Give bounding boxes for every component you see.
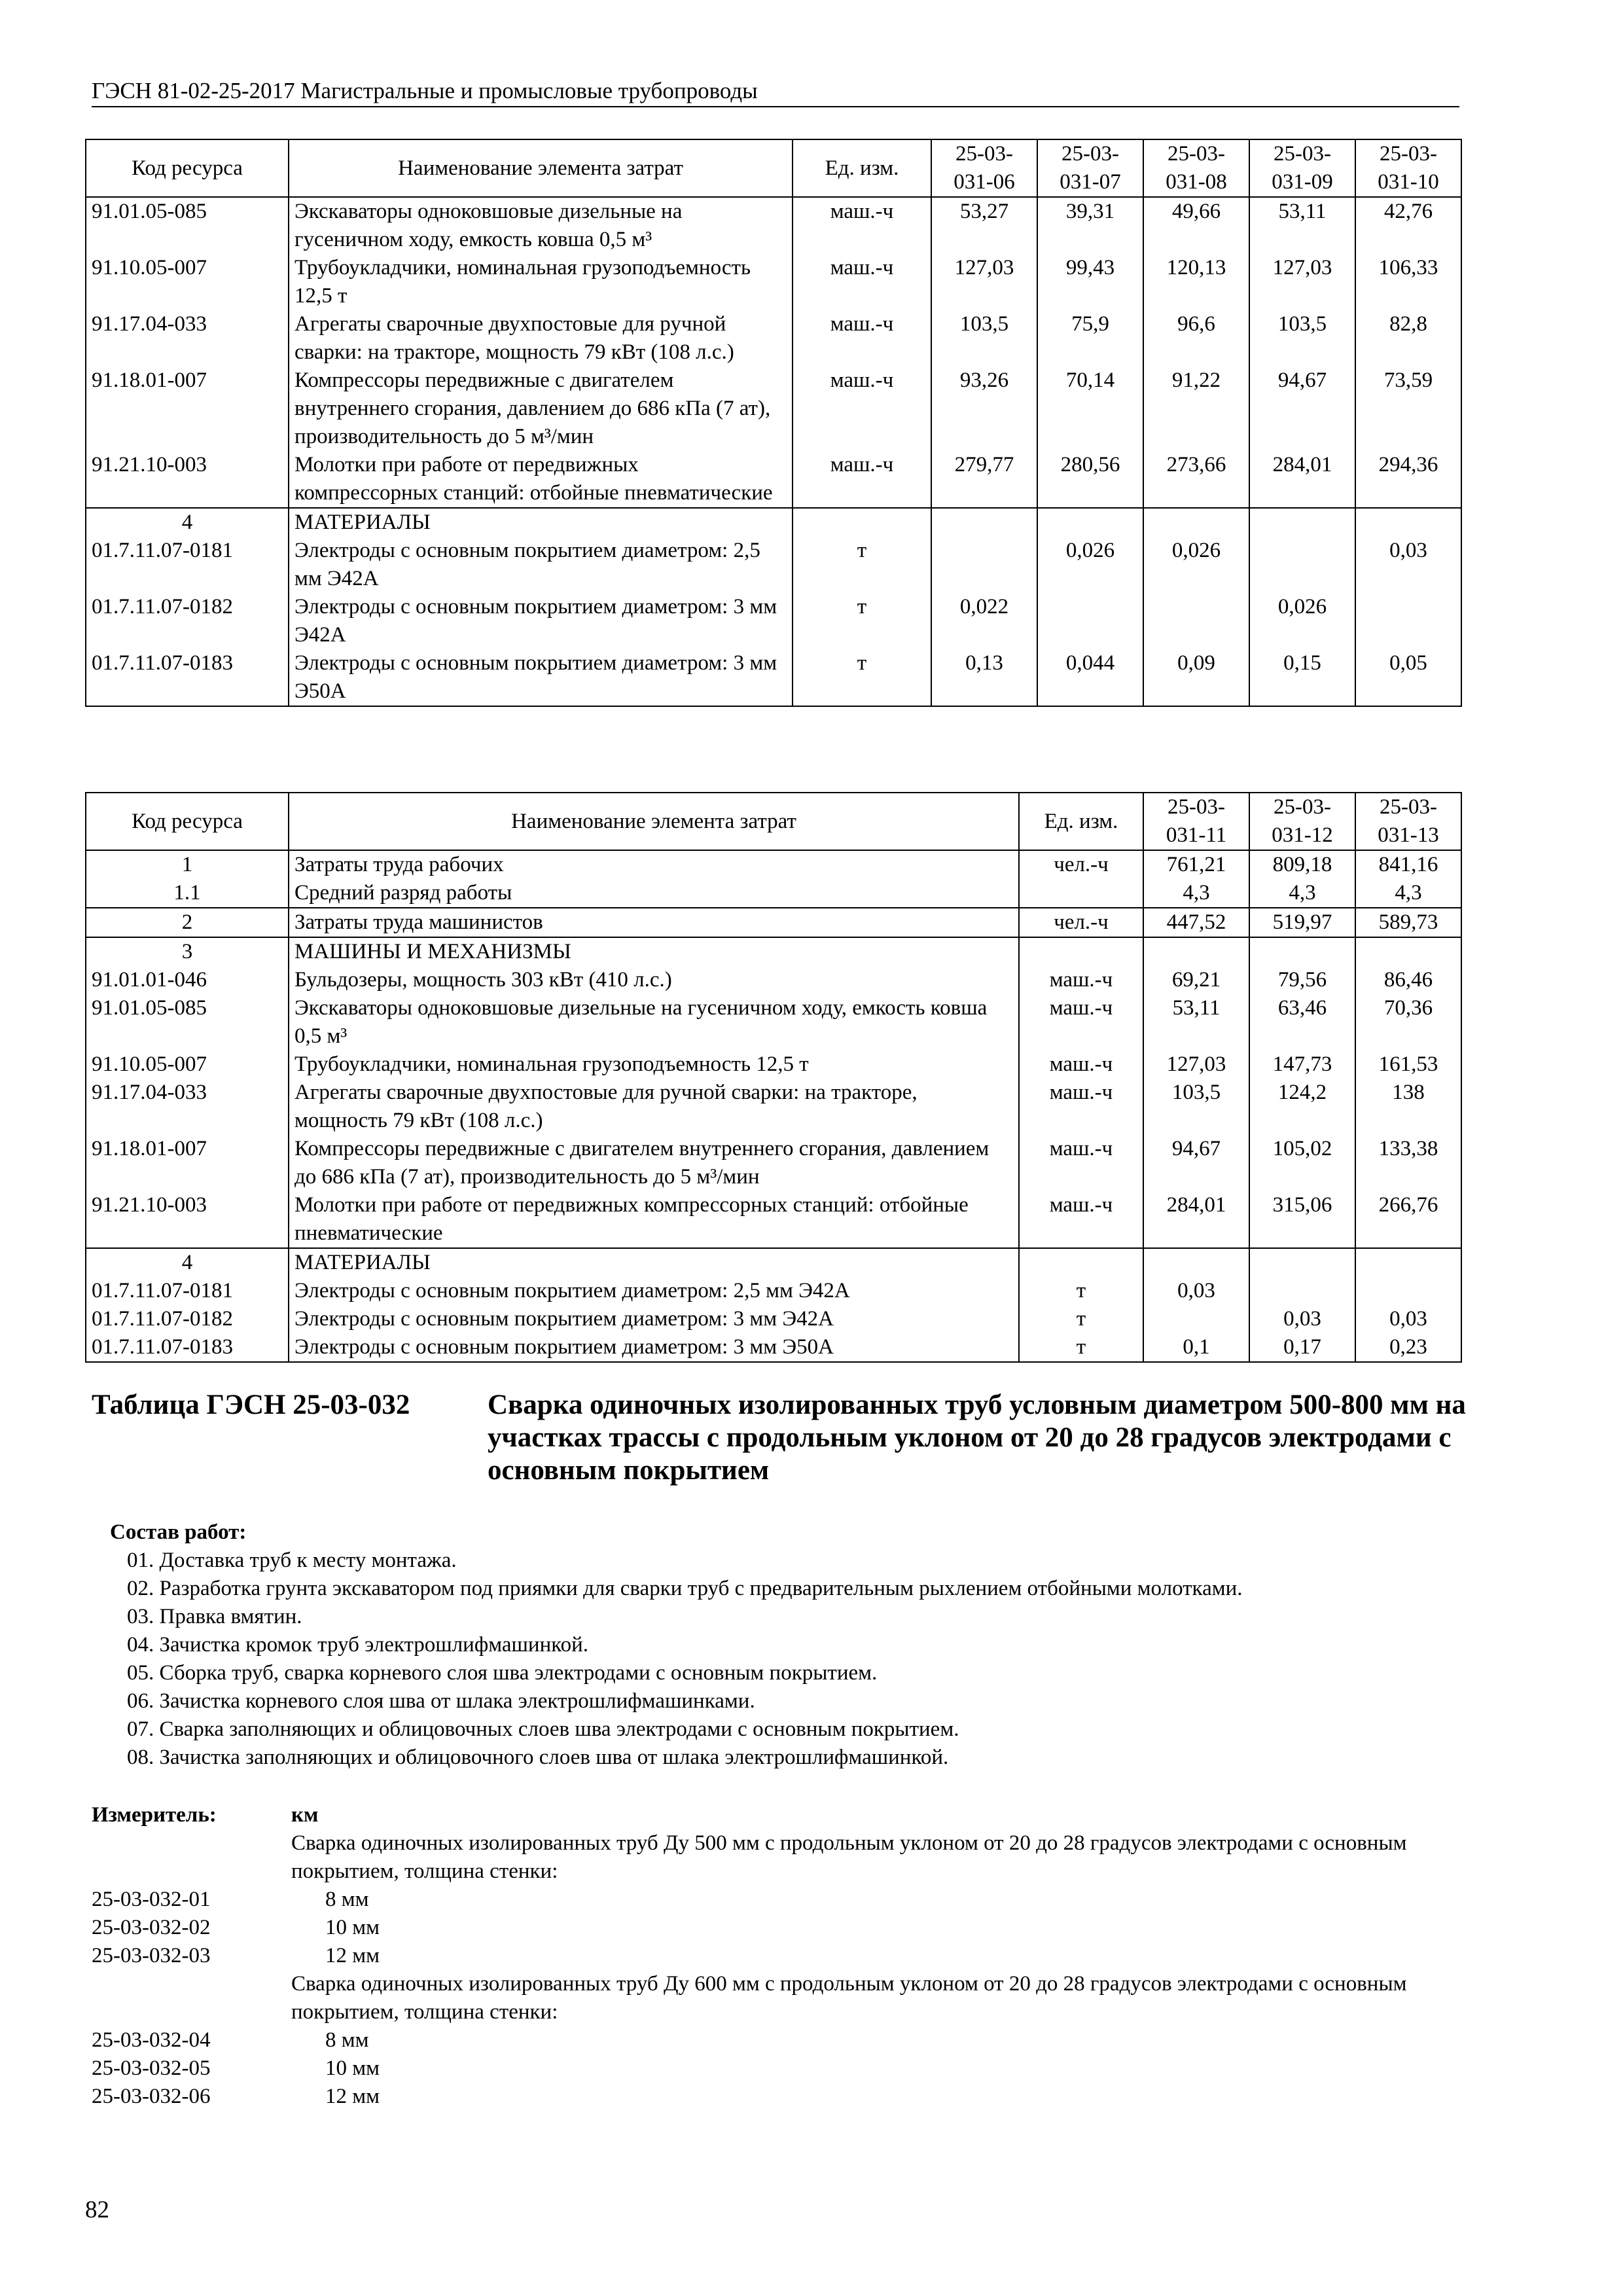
value-cell: 53,27	[931, 197, 1037, 254]
table-title-text: Сварка одиночных изолированных труб условным диаметром 500-800 мм на участках трассы с продольным уклоном от 20 до 28 градусов электродами с основным покрытием	[488, 1390, 1466, 1486]
value-cell	[1143, 937, 1249, 966]
resource-code: 91.10.05-007	[86, 254, 289, 310]
header-cell: 25-03-031-13	[1355, 793, 1461, 850]
table-row	[86, 1079, 1461, 1135]
unit-cell: маш.-ч	[793, 451, 931, 508]
resource-code: 91.18.01-007	[86, 367, 289, 451]
value-cell: 53,11	[1143, 994, 1249, 1050]
norm-code: 25-03-032-04	[92, 2028, 211, 2052]
value-cell: 280,56	[1037, 451, 1143, 508]
resource-code: 3	[86, 937, 289, 966]
value-cell: 315,06	[1249, 1191, 1355, 1248]
work-item: 01. Доставка труб к месту монтажа.	[127, 1549, 457, 1572]
resource-name: Электроды с основным покрытием диаметром: 2,5 мм Э42А	[289, 537, 793, 593]
unit-cell	[1019, 879, 1143, 908]
value-cell: 82,8	[1355, 310, 1461, 367]
resource-code: 01.7.11.07-0182	[86, 1305, 289, 1333]
value-cell: 120,13	[1143, 254, 1249, 310]
value-cell: 105,02	[1249, 1135, 1355, 1191]
value-cell: 138	[1355, 1079, 1461, 1135]
value-cell: 0,03	[1143, 1277, 1249, 1305]
value-cell: 63,46	[1249, 994, 1355, 1050]
unit-cell: маш.-ч	[1019, 1079, 1143, 1135]
header-cell: Код ресурса	[86, 139, 289, 197]
value-cell: 49,66	[1143, 197, 1249, 254]
table-row	[86, 310, 1461, 367]
value-cell: 53,11	[1249, 197, 1355, 254]
unit-cell	[1019, 1248, 1143, 1277]
table-row	[86, 908, 1461, 937]
unit-cell: т	[793, 593, 931, 649]
unit-cell: т	[1019, 1333, 1143, 1362]
value-cell: 284,01	[1143, 1191, 1249, 1248]
norm-value: 8 мм	[325, 2028, 369, 2052]
norm-code: 25-03-032-01	[92, 1888, 211, 1911]
measure-unit: км	[291, 1803, 319, 1827]
resource-code: 91.21.10-003	[86, 1191, 289, 1248]
resource-code: 2	[86, 908, 289, 937]
resource-name: Электроды с основным покрытием диаметром: 3 мм Э42А	[289, 593, 793, 649]
value-cell	[1143, 1305, 1249, 1333]
resource-name: Электроды с основным покрытием диаметром: 2,5 мм Э42А	[289, 1277, 1019, 1305]
table-header-row	[86, 139, 1461, 197]
resource-name: Агрегаты сварочные двухпостовые для ручной сварки: на тракторе, мощность 79 кВт (108 л.с.)	[289, 310, 793, 367]
value-cell: 161,53	[1355, 1050, 1461, 1079]
header-cell: Наименование элемента затрат	[289, 139, 793, 197]
resource-name: МАТЕРИАЛЫ	[289, 1248, 1019, 1277]
value-cell: 0,09	[1143, 649, 1249, 706]
section-row	[86, 937, 1461, 966]
table-row	[86, 1050, 1461, 1079]
value-cell: 4,3	[1355, 879, 1461, 908]
resource-name: Трубоукладчики, номинальная грузоподъемность 12,5 т	[289, 1050, 1019, 1079]
value-cell	[1355, 508, 1461, 537]
value-cell: 0,15	[1249, 649, 1355, 706]
value-cell: 0,044	[1037, 649, 1143, 706]
resource-code: 91.01.05-085	[86, 994, 289, 1050]
unit-cell: маш.-ч	[1019, 1191, 1143, 1248]
value-cell: 841,16	[1355, 850, 1461, 879]
unit-cell: маш.-ч	[793, 367, 931, 451]
value-cell: 0,03	[1355, 537, 1461, 593]
resource-code: 01.7.11.07-0182	[86, 593, 289, 649]
header-cell: Ед. изм.	[1019, 793, 1143, 850]
unit-cell	[1019, 937, 1143, 966]
value-cell: 91,22	[1143, 367, 1249, 451]
unit-cell: маш.-ч	[793, 197, 931, 254]
value-cell: 147,73	[1249, 1050, 1355, 1079]
resource-name: Затраты труда машинистов	[289, 908, 1019, 937]
value-cell: 133,38	[1355, 1135, 1461, 1191]
section-row	[86, 508, 1461, 537]
unit-cell: т	[1019, 1305, 1143, 1333]
resource-name: Электроды с основным покрытием диаметром: 3 мм Э42А	[289, 1305, 1019, 1333]
unit-cell: маш.-ч	[1019, 1050, 1143, 1079]
table-header-row	[86, 793, 1461, 850]
value-cell: 0,13	[931, 649, 1037, 706]
unit-cell: маш.-ч	[793, 254, 931, 310]
header-cell: Ед. изм.	[793, 139, 931, 197]
table-row	[86, 879, 1461, 908]
table-row	[86, 1333, 1461, 1362]
value-cell	[1249, 508, 1355, 537]
value-cell: 75,9	[1037, 310, 1143, 367]
norm-value: 8 мм	[325, 1888, 369, 1911]
value-cell	[1355, 1277, 1461, 1305]
header-cell: Код ресурса	[86, 793, 289, 850]
work-item: 05. Сборка труб, сварка корневого слоя шва электродами с основным покрытием.	[127, 1661, 878, 1685]
value-cell: 0,026	[1037, 537, 1143, 593]
resource-code: 91.17.04-033	[86, 1079, 289, 1135]
value-cell: 589,73	[1355, 908, 1461, 937]
value-cell: 86,46	[1355, 966, 1461, 994]
resource-name: Затраты труда рабочих	[289, 850, 1019, 879]
table-row	[86, 254, 1461, 310]
work-item: 07. Сварка заполняющих и облицовочных слоев шва электродами с основным покрытием.	[127, 1717, 959, 1741]
header-cell: 25-03-031-06	[931, 139, 1037, 197]
work-item: 04. Зачистка кромок труб электрошлифмашинкой.	[127, 1633, 589, 1657]
resource-code: 4	[86, 1248, 289, 1277]
resource-table-2	[85, 792, 1462, 1363]
value-cell: 4,3	[1143, 879, 1249, 908]
resource-code: 91.10.05-007	[86, 1050, 289, 1079]
value-cell	[931, 537, 1037, 593]
resource-code: 91.17.04-033	[86, 310, 289, 367]
value-cell: 0,03	[1249, 1305, 1355, 1333]
value-cell	[1355, 1248, 1461, 1277]
value-cell: 273,66	[1143, 451, 1249, 508]
value-cell: 103,5	[1249, 310, 1355, 367]
value-cell	[1249, 537, 1355, 593]
value-cell	[1355, 937, 1461, 966]
value-cell: 106,33	[1355, 254, 1461, 310]
norm-code: 25-03-032-06	[92, 2085, 211, 2108]
value-cell	[931, 508, 1037, 537]
value-cell	[1355, 593, 1461, 649]
table-row	[86, 966, 1461, 994]
value-cell: 70,14	[1037, 367, 1143, 451]
value-cell: 96,6	[1143, 310, 1249, 367]
value-cell: 4,3	[1249, 879, 1355, 908]
measure-block	[92, 1801, 1466, 2111]
value-cell: 266,76	[1355, 1191, 1461, 1248]
resource-table-1	[85, 139, 1462, 707]
resource-code: 91.18.01-007	[86, 1135, 289, 1191]
work-composition-heading: Состав работ:	[110, 1520, 247, 1544]
resource-name: Молотки при работе от передвижных компрессорных станций: отбойные пневматические	[289, 1191, 1019, 1248]
work-item: 03. Правка вмятин.	[127, 1605, 302, 1628]
header-cell: 25-03-031-07	[1037, 139, 1143, 197]
norm-value: 12 мм	[325, 2085, 380, 2108]
resource-name: Молотки при работе от передвижных компрессорных станций: отбойные пневматические	[289, 451, 793, 508]
value-cell: 0,026	[1249, 593, 1355, 649]
value-cell: 519,97	[1249, 908, 1355, 937]
header-cell: 25-03-031-08	[1143, 139, 1249, 197]
resource-code: 91.01.05-085	[86, 197, 289, 254]
table-title-label: Таблица ГЭСН 25-03-032	[92, 1390, 410, 1420]
table-row	[86, 649, 1461, 706]
header-cell: 25-03-031-12	[1249, 793, 1355, 850]
section-row	[86, 1248, 1461, 1277]
table-row	[86, 1191, 1461, 1248]
table-row	[86, 1305, 1461, 1333]
measure-group-text: Сварка одиночных изолированных труб Ду 600 мм с продольным уклоном от 20 до 28 градусов электродами с основным покрытием, толщина стенки:	[291, 1972, 1407, 2024]
unit-cell: т	[793, 649, 931, 706]
value-cell	[1143, 508, 1249, 537]
unit-cell: маш.-ч	[1019, 1135, 1143, 1191]
measure-label: Измеритель:	[92, 1803, 217, 1827]
value-cell: 0,23	[1355, 1333, 1461, 1362]
resource-name: МАШИНЫ И МЕХАНИЗМЫ	[289, 937, 1019, 966]
value-cell	[1037, 593, 1143, 649]
value-cell: 447,52	[1143, 908, 1249, 937]
resource-code: 01.7.11.07-0181	[86, 1277, 289, 1305]
value-cell: 0,1	[1143, 1333, 1249, 1362]
work-item: 06. Зачистка корневого слоя шва от шлака электрошлифмашинками.	[127, 1689, 755, 1713]
table-row	[86, 1277, 1461, 1305]
value-cell: 0,026	[1143, 537, 1249, 593]
unit-cell: маш.-ч	[1019, 994, 1143, 1050]
resource-name: Электроды с основным покрытием диаметром: 3 мм Э50А	[289, 1333, 1019, 1362]
header-cell: Наименование элемента затрат	[289, 793, 1019, 850]
resource-name: Экскаваторы одноковшовые дизельные на гусеничном ходу, емкость ковша 0,5 м³	[289, 994, 1019, 1050]
unit-cell: чел.-ч	[1019, 850, 1143, 879]
value-cell: 127,03	[1143, 1050, 1249, 1079]
value-cell	[1037, 508, 1143, 537]
resource-code: 01.7.11.07-0183	[86, 1333, 289, 1362]
value-cell: 93,26	[931, 367, 1037, 451]
resource-name: Компрессоры передвижные с двигателем внутреннего сгорания, давлением до 686 кПа (7 ат), производительность до 5 м³/мин	[289, 367, 793, 451]
measure-group-text: Сварка одиночных изолированных труб Ду 500 мм с продольным уклоном от 20 до 28 градусов электродами с основным покрытием, толщина стенки:	[291, 1831, 1407, 1883]
work-item: 02. Разработка грунта экскаватором под приямки для сварки труб с предварительным рыхлением отбойными молотками.	[127, 1577, 1243, 1600]
norm-value: 10 мм	[325, 1916, 380, 1939]
unit-cell: т	[1019, 1277, 1143, 1305]
resource-name: Электроды с основным покрытием диаметром: 3 мм Э50А	[289, 649, 793, 706]
value-cell	[1143, 593, 1249, 649]
value-cell: 0,03	[1355, 1305, 1461, 1333]
value-cell	[1143, 1248, 1249, 1277]
unit-cell: т	[793, 537, 931, 593]
resource-name: Трубоукладчики, номинальная грузоподъемность 12,5 т	[289, 254, 793, 310]
norm-code: 25-03-032-05	[92, 2056, 211, 2080]
table-row	[86, 850, 1461, 879]
value-cell: 0,17	[1249, 1333, 1355, 1362]
unit-cell: маш.-ч	[1019, 966, 1143, 994]
resource-code: 91.21.10-003	[86, 451, 289, 508]
unit-cell: чел.-ч	[1019, 908, 1143, 937]
value-cell: 70,36	[1355, 994, 1461, 1050]
header-cell: 25-03-031-09	[1249, 139, 1355, 197]
header-cell: 25-03-031-10	[1355, 139, 1461, 197]
value-cell: 99,43	[1037, 254, 1143, 310]
norm-value: 12 мм	[325, 1944, 380, 1967]
table-row	[86, 197, 1461, 254]
page-number: 82	[85, 2197, 109, 2223]
value-cell: 127,03	[931, 254, 1037, 310]
value-cell: 94,67	[1143, 1135, 1249, 1191]
value-cell	[1249, 1248, 1355, 1277]
value-cell	[1249, 937, 1355, 966]
value-cell: 94,67	[1249, 367, 1355, 451]
resource-name: МАТЕРИАЛЫ	[289, 508, 793, 537]
value-cell: 124,2	[1249, 1079, 1355, 1135]
value-cell: 39,31	[1037, 197, 1143, 254]
work-item: 08. Зачистка заполняющих и облицовочного слоев шва от шлака электрошлифмашинкой.	[127, 1746, 949, 1769]
value-cell	[1249, 1277, 1355, 1305]
resource-name: Компрессоры передвижные с двигателем внутреннего сгорания, давлением до 686 кПа (7 ат), производительность до 5 м³/мин	[289, 1135, 1019, 1191]
header-cell: 25-03-031-11	[1143, 793, 1249, 850]
table-row	[86, 1135, 1461, 1191]
table-row	[86, 994, 1461, 1050]
norm-code: 25-03-032-02	[92, 1916, 211, 1939]
value-cell: 103,5	[931, 310, 1037, 367]
value-cell: 127,03	[1249, 254, 1355, 310]
table-row	[86, 537, 1461, 593]
value-cell: 42,76	[1355, 197, 1461, 254]
resource-code: 01.7.11.07-0181	[86, 537, 289, 593]
value-cell: 79,56	[1249, 966, 1355, 994]
norm-code: 25-03-032-03	[92, 1944, 211, 1967]
resource-name: Бульдозеры, мощность 303 кВт (410 л.с.)	[289, 966, 1019, 994]
value-cell: 284,01	[1249, 451, 1355, 508]
value-cell: 103,5	[1143, 1079, 1249, 1135]
table-row	[86, 367, 1461, 451]
value-cell: 279,77	[931, 451, 1037, 508]
resource-code: 1.1	[86, 879, 289, 908]
value-cell: 0,022	[931, 593, 1037, 649]
value-cell: 761,21	[1143, 850, 1249, 879]
resource-code: 91.01.01-046	[86, 966, 289, 994]
unit-cell: маш.-ч	[793, 310, 931, 367]
resource-name: Агрегаты сварочные двухпостовые для ручной сварки: на тракторе, мощность 79 кВт (108 л.с.)	[289, 1079, 1019, 1135]
norm-value: 10 мм	[325, 2056, 380, 2080]
value-cell: 809,18	[1249, 850, 1355, 879]
resource-code: 1	[86, 850, 289, 879]
running-header: ГЭСН 81-02-25-2017 Магистральные и промысловые трубопроводы	[92, 77, 1459, 107]
resource-code: 01.7.11.07-0183	[86, 649, 289, 706]
resource-name: Средний разряд работы	[289, 879, 1019, 908]
unit-cell	[793, 508, 931, 537]
resource-code: 4	[86, 508, 289, 537]
value-cell: 0,05	[1355, 649, 1461, 706]
value-cell: 73,59	[1355, 367, 1461, 451]
value-cell: 69,21	[1143, 966, 1249, 994]
work-composition	[110, 1518, 1458, 1772]
table-row	[86, 451, 1461, 508]
table-row	[86, 593, 1461, 649]
value-cell: 294,36	[1355, 451, 1461, 508]
resource-name: Экскаваторы одноковшовые дизельные на гусеничном ходу, емкость ковша 0,5 м³	[289, 197, 793, 254]
